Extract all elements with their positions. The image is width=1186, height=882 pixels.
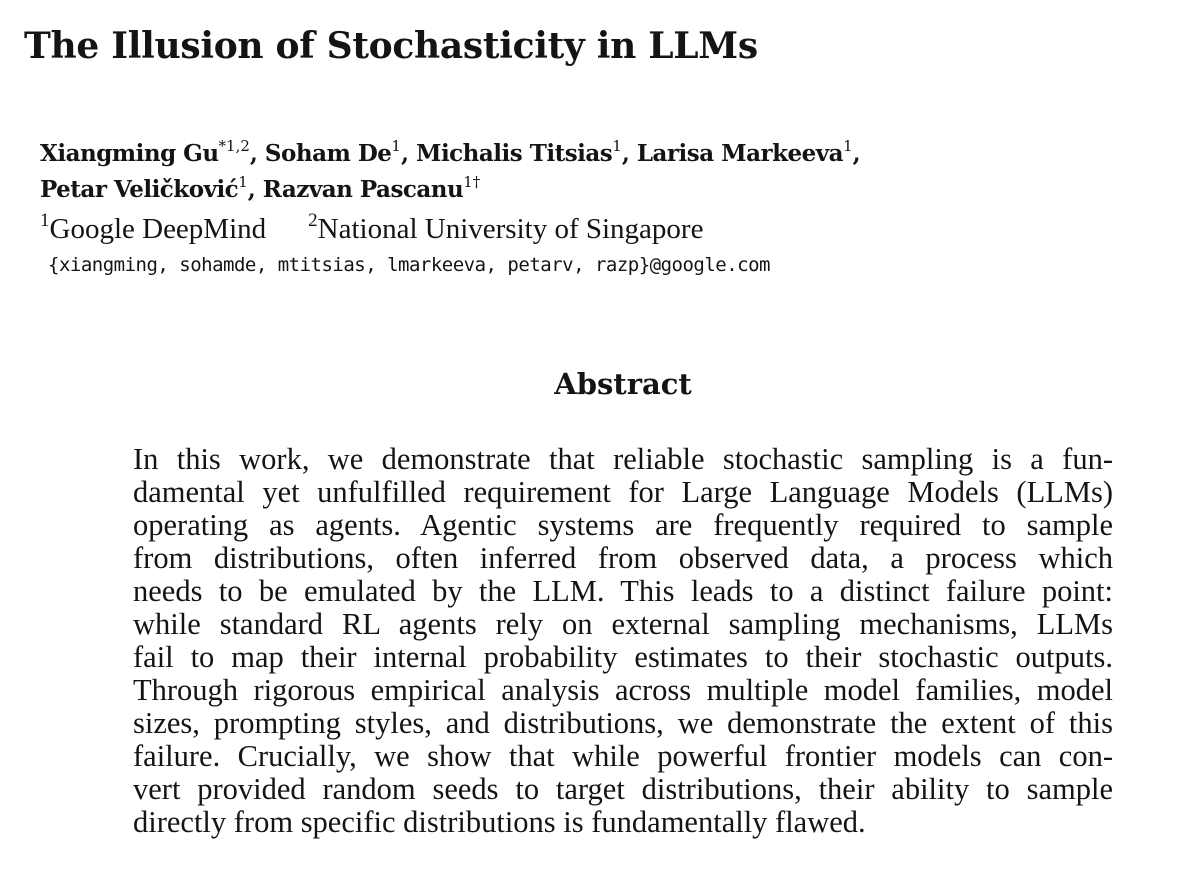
abstract-line: while standard RL agents rely on external sampling mechanisms, LLMs [133,607,1113,641]
abstract-line: needs to be emulated by the LLM. This leads to a distinct failure point: [133,574,1113,608]
abstract-line: sizes, prompting styles, and distributions, we demonstrate the extent of this [133,706,1113,740]
abstract-line: Through rigorous empirical analysis across multiple model families, model [133,673,1113,707]
affiliation-list [40,210,703,248]
author-line [40,172,860,208]
author-separator: , [852,140,861,167]
abstract-line: failure. Crucially, we show that while powerful frontier models can con- [133,739,1113,773]
author-separator: , [249,140,265,167]
affiliation-name: National University of Singapore [317,213,704,245]
abstract-line: In this work, we demonstrate that reliable stochastic sampling is a fun- [133,442,1113,476]
author-affiliation-mark: 1 [612,137,622,155]
abstract-body [133,443,1113,839]
author-emails: {xiangming, sohamde, mtitsias, lmarkeeva, petarv, razp}@google.com [48,254,770,276]
author-separator: , [621,140,637,167]
affiliation-mark: 1 [40,210,50,231]
author-separator: , [247,176,263,203]
author-affiliation-mark: 1 [843,137,853,155]
author-name: Xiangming Gu [40,140,219,167]
abstract-line: vert provided random seeds to target distributions, their ability to sample [133,772,1113,806]
author-name: Larisa Markeeva [636,140,844,167]
author-affiliation-mark: *1,2 [218,137,250,155]
author-line [40,136,860,172]
abstract-line: damental yet unfulfilled requirement for Large Language Models (LLMs) [133,475,1113,509]
affiliation-name: Google DeepMind [49,213,267,245]
author-separator: , [400,140,416,167]
affiliation-mark: 2 [308,210,318,231]
abstract-line: directly from specific distributions is fundamentally flawed. [133,805,866,839]
author-list [40,136,860,208]
author-name: Razvan Pascanu [262,176,464,203]
abstract-line: from distributions, often inferred from observed data, a process which [133,541,1113,575]
author-affiliation-mark: 1 [238,173,248,191]
abstract-line: operating as agents. Agentic systems are frequently required to sample [133,508,1113,542]
author-name: Michalis Titsias [415,140,613,167]
author-affiliation-mark: 1 [391,137,401,155]
author-affiliation-mark: 1† [463,173,481,191]
abstract-line: fail to map their internal probability estimates to their stochastic outputs. [133,640,1113,674]
paper-title: The Illusion of Stochasticity in LLMs [24,25,758,67]
author-name: Soham De [264,140,392,167]
author-name: Petar Veličković [40,176,239,203]
abstract-heading: Abstract [554,367,692,401]
